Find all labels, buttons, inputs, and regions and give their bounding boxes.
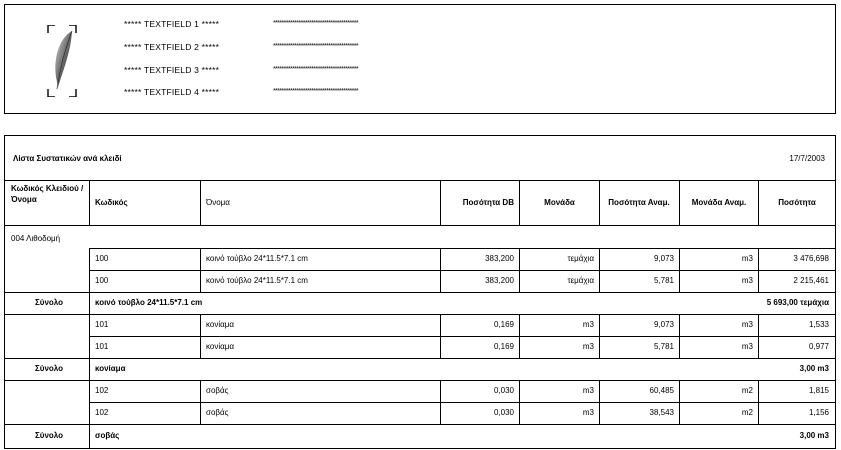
cell-qty: 0,977: [808, 342, 829, 351]
cell-name: σοβάς: [206, 408, 229, 417]
textfield-value-3: ****************************************: [273, 66, 358, 73]
cell-qty-db: 0,030: [493, 408, 514, 417]
cell-qty-db: 0,169: [493, 320, 514, 329]
cell-unit: m3: [582, 320, 594, 329]
cell-name: κονίαμα: [206, 320, 234, 329]
col-header-name: Όνομα: [206, 198, 230, 207]
col-header-unit: Μονάδα: [544, 198, 575, 207]
total-name: σοβάς: [95, 431, 120, 440]
cell-unit: m3: [582, 386, 594, 395]
cell-unit-conv: m2: [741, 386, 753, 395]
cell-name: κοινό τούβλο 24*11.5*7.1 cm: [206, 254, 308, 263]
total-name: κονίαμα: [95, 364, 126, 373]
total-value: 5 693,00 τεμάχια: [766, 298, 829, 307]
cell-code: 101: [95, 342, 109, 351]
cell-unit: τεμάχια: [567, 254, 594, 263]
cell-qty-conv: 5,781: [653, 276, 674, 285]
report-date: 17/7/2003: [789, 154, 825, 163]
cell-unit-conv: m3: [741, 276, 753, 285]
col-header-unit-conv: Μονάδα Αναμ.: [691, 198, 747, 207]
cell-unit-conv: m2: [741, 408, 753, 417]
col-header-qty-db: Ποσότητα DB: [462, 198, 514, 207]
cell-name: κοινό τούβλο 24*11.5*7.1 cm: [206, 276, 308, 285]
total-value: 3,00 m3: [799, 364, 829, 373]
total-label: Σύνολο: [34, 364, 64, 373]
cell-qty: 1,533: [808, 320, 829, 329]
textfield-label-3: ***** TEXTFIELD 3 *****: [124, 65, 220, 75]
cell-qty-db: 0,169: [493, 342, 514, 351]
cell-name: κονίαμα: [206, 342, 234, 351]
cell-unit: m3: [582, 342, 594, 351]
textfield-label-1: ***** TEXTFIELD 1 *****: [124, 19, 220, 29]
cell-qty-conv: 9,073: [653, 254, 674, 263]
total-name: κοινό τούβλο 24*11.5*7.1 cm: [95, 298, 203, 307]
col-header-qty-conv: Ποσότητα Αναμ.: [608, 198, 670, 207]
cell-qty-db: 383,200: [485, 254, 514, 263]
textfield-value-2: ****************************************: [273, 43, 358, 50]
col-header-code: Κωδικός: [95, 198, 128, 207]
textfield-value-1: ****************************************: [273, 20, 358, 27]
report-table: [4, 135, 836, 449]
total-label: Σύνολο: [34, 298, 64, 307]
textfield-value-4: ****************************************: [273, 88, 358, 95]
cell-qty-conv: 9,073: [653, 320, 674, 329]
total-label: Σύνολο: [34, 431, 64, 440]
cell-code: 100: [95, 254, 109, 263]
col-header-key: Κωδικός Κλειδιού /Όνομα: [11, 184, 84, 204]
quill-logo-icon: [47, 25, 77, 97]
cell-qty-db: 0,030: [493, 386, 514, 395]
cell-unit-conv: m3: [741, 342, 753, 351]
col-header-qty: Ποσότητα: [778, 198, 816, 207]
cell-unit: τεμάχια: [567, 276, 594, 285]
cell-code: 101: [95, 320, 109, 329]
group-label: 004 Λιθοδομή: [11, 234, 61, 243]
cell-qty-db: 383,200: [485, 276, 514, 285]
total-value: 3,00 m3: [799, 431, 829, 440]
cell-qty: 1,156: [808, 408, 829, 417]
cell-code: 102: [95, 408, 109, 417]
cell-qty: 1,815: [808, 386, 829, 395]
cell-unit-conv: m3: [741, 254, 753, 263]
report-header: [4, 4, 836, 114]
cell-qty-conv: 60,485: [649, 386, 674, 395]
report-title: Λίστα Συστατικών ανά κλειδί: [13, 154, 122, 163]
cell-code: 100: [95, 276, 109, 285]
textfield-label-2: ***** TEXTFIELD 2 *****: [124, 42, 220, 52]
cell-qty: 3 476,698: [793, 254, 829, 263]
cell-unit: m3: [582, 408, 594, 417]
textfield-label-4: ***** TEXTFIELD 4 *****: [124, 87, 220, 97]
cell-code: 102: [95, 386, 109, 395]
cell-qty-conv: 5,781: [653, 342, 674, 351]
cell-qty-conv: 38,543: [649, 408, 674, 417]
cell-unit-conv: m3: [741, 320, 753, 329]
cell-qty: 2 215,461: [793, 276, 829, 285]
cell-name: σοβάς: [206, 386, 229, 395]
